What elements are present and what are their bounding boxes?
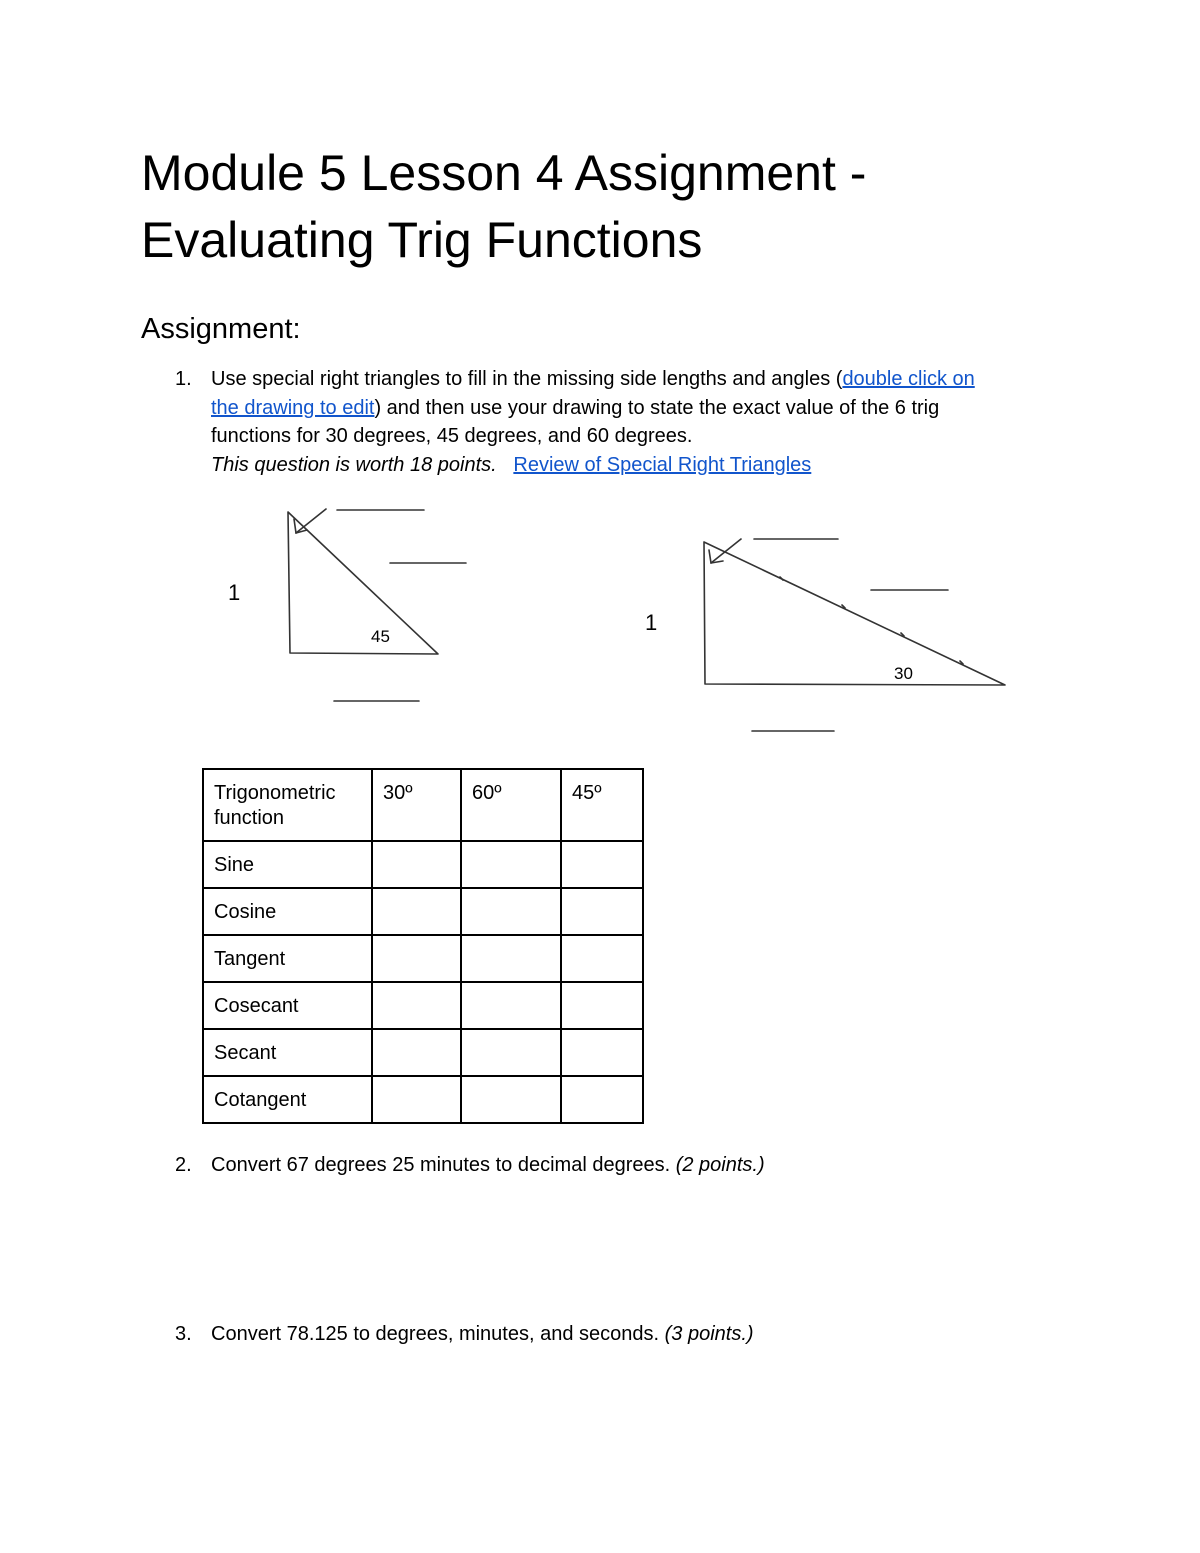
table-row [203,1029,643,1076]
question-2-line [211,1151,1071,1180]
question-2-number: 2. [175,1154,192,1176]
question-2-text [211,1151,1071,1180]
section-heading: Assignment: [141,313,301,345]
question-1-line-3: functions for 30 degrees, 45 degrees, and 60 degrees. [211,425,693,447]
answer-cell-cosine-60[interactable] [461,888,561,935]
answer-cell-cosine-30[interactable] [372,888,461,935]
question-2-points: (2 points.) [675,1154,765,1176]
answer-cell-cotangent-60[interactable] [461,1076,561,1123]
row-label-cotangent: Cotangent [203,1076,372,1123]
answer-cell-cosecant-30[interactable] [372,982,461,1029]
question-3-points: (3 points.) [664,1323,754,1345]
question-1-number: 1. [175,368,192,390]
right-triangle-side-label: 1 [645,610,658,635]
answer-cell-secant-60[interactable] [461,1029,561,1076]
triangle-drawings[interactable] [0,0,1200,760]
right-triangle-angle-label: 30 [894,664,913,683]
table-row [203,935,643,982]
table-row [203,982,643,1029]
table-row [203,1076,643,1123]
row-label-sine: Sine [203,841,372,888]
row-label-secant: Secant [203,1029,372,1076]
edit-drawing-link-part-2[interactable]: the drawing to edit [211,396,375,419]
right-triangle-drawing[interactable] [704,539,1005,731]
answer-cell-tangent-30[interactable] [372,935,461,982]
header-trig-function: Trigonometric function [203,769,372,841]
answer-cell-secant-45[interactable] [561,1029,643,1076]
answer-cell-cosecant-45[interactable] [561,982,643,1029]
table-header-row [203,769,643,841]
question-3-text [211,1320,1071,1349]
answer-cell-tangent-60[interactable] [461,935,561,982]
answer-cell-cosine-45[interactable] [561,888,643,935]
special-right-triangles-review-link[interactable]: Review of Special Right Triangles [513,453,812,476]
header-45-degrees: 45º [561,769,643,841]
row-label-cosine: Cosine [203,888,372,935]
left-triangle-angle-label: 45 [371,627,390,646]
answer-cell-secant-30[interactable] [372,1029,461,1076]
left-triangle-drawing[interactable] [288,509,466,701]
question-3-line [211,1320,1071,1349]
answer-cell-sine-45[interactable] [561,841,643,888]
right-triangle-arrow [711,539,741,563]
row-label-cosecant: Cosecant [203,982,372,1029]
question-1-suffix: ) and then use your drawing to state the exact value of the 6 trig [374,396,940,419]
answer-cell-cotangent-30[interactable] [372,1076,461,1123]
table-row [203,888,643,935]
title-line-1: Module 5 Lesson 4 Assignment - [141,145,867,201]
question-2-prompt: Convert 67 degrees 25 minutes to decimal degrees. [211,1154,676,1176]
header-30-degrees: 30º [372,769,461,841]
row-label-tangent: Tangent [203,935,372,982]
answer-cell-cotangent-45[interactable] [561,1076,643,1123]
right-triangle-arrow-head-a [709,550,711,563]
question-3-prompt: Convert 78.125 to degrees, minutes, and seconds. [211,1323,665,1345]
answer-cell-tangent-45[interactable] [561,935,643,982]
answer-cell-sine-60[interactable] [461,841,561,888]
table-row [203,841,643,888]
question-3-number: 3. [175,1323,192,1345]
header-60-degrees: 60º [461,769,561,841]
trig-values-table [202,768,644,1124]
answer-cell-cosecant-60[interactable] [461,982,561,1029]
edit-drawing-link-part-1[interactable]: double click on [842,368,975,390]
left-triangle-side-label: 1 [228,580,241,605]
question-1-prefix: Use special right triangles to fill in the missing side lengths and angles ( [211,368,843,390]
title-line-2: Evaluating Trig Functions [141,212,703,268]
left-triangle-arrow-head-a [294,519,296,533]
question-1-points-note: This question is worth 18 points. [211,453,497,476]
left-triangle-arrow [296,509,326,533]
answer-cell-sine-30[interactable] [372,841,461,888]
